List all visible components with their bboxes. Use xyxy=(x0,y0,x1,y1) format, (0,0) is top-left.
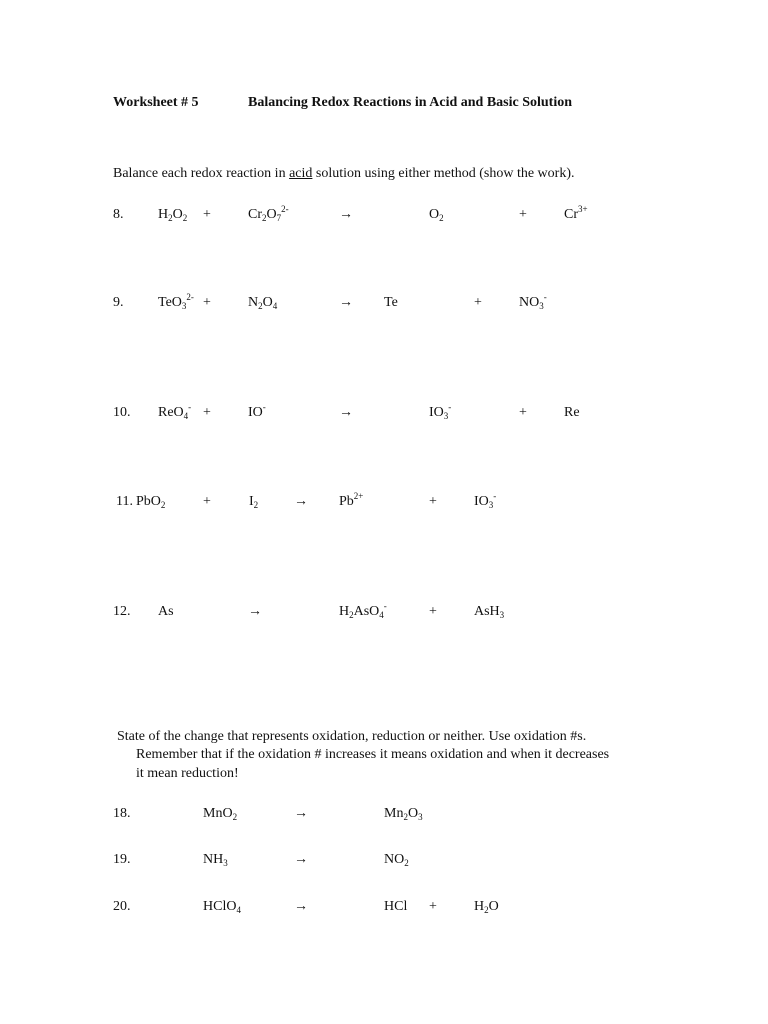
subscript: 2 xyxy=(182,213,188,223)
formula-text: NO xyxy=(384,852,405,867)
worksheet-title: Balancing Redox Reactions in Acid and Basic Solution xyxy=(248,95,573,110)
formula-text: + xyxy=(203,405,211,420)
acid-instructions xyxy=(113,166,574,182)
formula-text: I xyxy=(249,494,254,509)
formula-text: O xyxy=(488,899,499,914)
subscript: 3 xyxy=(223,858,228,868)
formula-text: IO xyxy=(429,405,444,420)
subscript: 4 xyxy=(379,610,384,620)
superscript: - xyxy=(543,292,547,302)
formula-text: O xyxy=(429,207,440,222)
formula-text: + xyxy=(519,405,527,420)
plus-sign xyxy=(519,405,527,421)
formula-text: ReO xyxy=(158,405,184,420)
subscript: 4 xyxy=(272,301,278,311)
problem-number: 11. xyxy=(116,494,133,509)
formula-text: → xyxy=(339,405,353,420)
superscript: - xyxy=(383,601,387,611)
reactant xyxy=(203,806,237,822)
reactant xyxy=(249,494,258,510)
subscript: 3 xyxy=(181,301,187,311)
product xyxy=(384,852,409,868)
formula-text: + xyxy=(429,899,437,914)
plus-sign xyxy=(519,207,527,223)
reaction-arrow xyxy=(339,207,353,223)
reaction-arrow xyxy=(339,295,353,311)
product xyxy=(429,207,444,223)
reactant xyxy=(158,207,187,223)
formula-text: + xyxy=(203,207,211,222)
subscript: 2 xyxy=(439,213,444,223)
oxidation-instructions-line3: it mean reduction! xyxy=(136,766,239,781)
reactant xyxy=(248,204,289,223)
formula-text: → xyxy=(294,852,308,867)
formula-text: Cr xyxy=(248,207,262,222)
reactant xyxy=(158,402,192,421)
plus-sign xyxy=(429,494,437,510)
formula-text: NO xyxy=(519,295,540,310)
formula-text: MnO xyxy=(203,806,233,821)
subscript: 2 xyxy=(168,213,173,223)
formula-text: → xyxy=(294,899,308,914)
reactant xyxy=(158,604,174,620)
reaction-arrow xyxy=(339,405,353,421)
oxidation-instructions-line1: State of the change that represents oxidation, reduction or neither. Use oxidation #s. xyxy=(117,729,587,744)
formula-text: → xyxy=(294,494,308,509)
product xyxy=(339,491,364,510)
formula-text: H xyxy=(474,899,485,914)
formula-text: PbO xyxy=(136,494,161,509)
formula-text: Re xyxy=(564,405,580,420)
subscript: 4 xyxy=(183,411,189,421)
subscript: 2 xyxy=(160,500,166,510)
formula-text: O xyxy=(262,295,273,310)
product xyxy=(474,899,499,915)
subscript: 2 xyxy=(349,610,354,620)
reaction-arrow xyxy=(294,852,308,868)
formula-text: O xyxy=(172,207,183,222)
plus-sign xyxy=(429,899,437,915)
subscript: 7 xyxy=(276,213,282,223)
plus-sign xyxy=(203,295,211,311)
formula-text: TeO xyxy=(158,295,182,310)
subscript: 3 xyxy=(443,411,449,421)
formula-text: + xyxy=(203,494,211,509)
formula-text: → xyxy=(294,806,308,821)
superscript: 3+ xyxy=(578,204,588,214)
formula-text: IO xyxy=(248,405,263,420)
subscript: 4 xyxy=(236,905,241,915)
formula-text: + xyxy=(429,604,437,619)
reaction-arrow xyxy=(294,806,308,822)
product xyxy=(474,491,497,510)
subscript: 2 xyxy=(253,500,259,510)
product xyxy=(564,405,580,421)
worksheet-label: Worksheet # 5 xyxy=(113,95,199,110)
superscript: - xyxy=(493,491,497,501)
subscript: 3 xyxy=(539,301,544,311)
formula-text: Mn xyxy=(384,806,404,821)
superscript: 2- xyxy=(281,204,289,214)
superscript: - xyxy=(262,402,266,412)
formula-text: O xyxy=(266,207,277,222)
formula-text: Cr xyxy=(564,207,578,222)
formula-text: N xyxy=(248,295,259,310)
subscript: 3 xyxy=(488,500,494,510)
acid-instructions-underlined: acid xyxy=(289,166,313,181)
plus-sign xyxy=(474,295,482,311)
plus-sign xyxy=(203,405,211,421)
product xyxy=(384,295,398,311)
problem-number: 12. xyxy=(113,604,131,619)
superscript: - xyxy=(188,402,192,412)
product xyxy=(519,292,547,311)
product xyxy=(384,899,407,915)
product xyxy=(384,806,423,822)
reaction-arrow xyxy=(294,494,308,510)
problem-number: 18. xyxy=(113,806,131,821)
formula-text: IO xyxy=(474,494,489,509)
superscript: - xyxy=(448,402,452,412)
formula-text: AsH xyxy=(474,604,500,619)
formula-text: O xyxy=(407,806,419,821)
subscript: 2 xyxy=(258,301,263,311)
product xyxy=(474,604,504,620)
reactant xyxy=(248,402,266,421)
formula-text: HCl xyxy=(384,899,408,914)
problem-number: 19. xyxy=(113,852,131,867)
problem-number: 8. xyxy=(113,207,124,222)
product xyxy=(564,204,588,223)
plus-sign xyxy=(429,604,437,620)
formula-text: As xyxy=(158,604,174,619)
formula-text: H xyxy=(339,604,350,619)
subscript: 2 xyxy=(403,812,408,822)
reaction-arrow xyxy=(294,899,308,915)
superscript: 2+ xyxy=(353,491,364,501)
problem-number: 10. xyxy=(113,405,131,420)
plus-sign xyxy=(203,207,211,223)
formula-text: H xyxy=(158,207,169,222)
reactant xyxy=(158,292,194,311)
formula-text: → xyxy=(339,295,353,310)
formula-text: → xyxy=(248,604,262,619)
formula-text: Te xyxy=(384,295,398,310)
formula-text: HClO xyxy=(203,899,237,914)
acid-instructions-before: Balance each redox reaction in xyxy=(113,166,290,181)
problem-number: 20. xyxy=(113,899,131,914)
product xyxy=(339,601,387,620)
formula-text: Pb xyxy=(339,494,354,509)
subscript: 3 xyxy=(418,812,423,822)
formula-text: NH xyxy=(203,852,224,867)
reactant xyxy=(203,899,241,915)
reactant xyxy=(248,295,277,311)
problem-number: 9. xyxy=(113,295,124,310)
oxidation-instructions-line2: Remember that if the oxidation # increases it means oxidation and when it decreases xyxy=(136,747,610,762)
formula-text: AsO xyxy=(353,604,380,619)
product xyxy=(429,402,452,421)
reactant xyxy=(136,494,165,510)
plus-sign xyxy=(203,494,211,510)
formula-text: + xyxy=(474,295,482,310)
acid-instructions-after: solution using either method (show the work). xyxy=(312,166,575,181)
reaction-arrow xyxy=(248,604,262,620)
subscript: 2 xyxy=(262,213,267,223)
reactant xyxy=(203,852,228,868)
formula-text: → xyxy=(339,207,353,222)
superscript: 2- xyxy=(186,292,194,302)
formula-text: + xyxy=(519,207,527,222)
subscript: 2 xyxy=(484,905,489,915)
subscript: 2 xyxy=(404,858,409,868)
subscript: 3 xyxy=(499,610,505,620)
formula-text: + xyxy=(429,494,437,509)
formula-text: + xyxy=(203,295,211,310)
subscript: 2 xyxy=(232,812,238,822)
